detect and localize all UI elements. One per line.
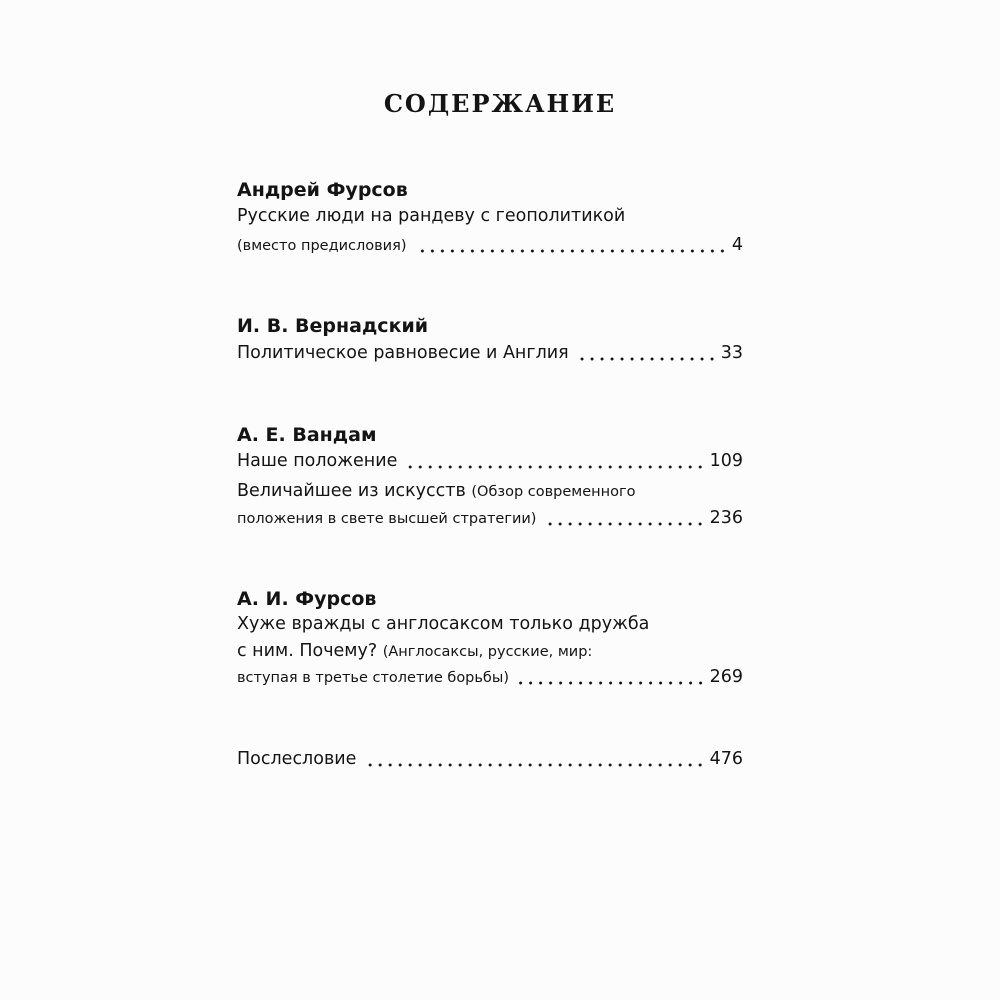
toc-entry-title-line — [237, 611, 743, 637]
entry-title-text: Послесловие — [237, 749, 357, 769]
dot-leader — [517, 681, 706, 685]
dot-leader — [544, 522, 705, 526]
section-author: Андрей Фурсов — [237, 179, 408, 201]
section-author: А. И. Фурсов — [237, 588, 377, 610]
entry-title-text: Хуже вражды с англосаксом только дружба — [237, 614, 650, 634]
entry-title-text: с ним. Почему? — [237, 641, 378, 661]
entry-title-note: (Англосаксы, русские, мир: — [382, 644, 593, 660]
page-number: 236 — [709, 508, 743, 528]
toc-entry[interactable] — [237, 448, 743, 474]
section-author: И. В. Вернадский — [237, 315, 429, 337]
entry-title-text: Наше положение — [237, 451, 398, 471]
page-number: 476 — [709, 749, 743, 769]
toc-entry-title-line — [237, 478, 743, 504]
page-number: 33 — [720, 343, 743, 363]
entry-title-note: (вместо предисловия) — [237, 238, 407, 254]
entry-title-text: Русские люди на рандеву с геополитикой — [237, 206, 626, 226]
toc-entry-title-line — [237, 638, 743, 664]
page-number: 109 — [709, 451, 743, 471]
dot-leader — [577, 357, 717, 361]
entry-title-note: (Обзор современного — [471, 484, 636, 500]
entry-title-note: положения в свете высшей стратегии) — [237, 511, 537, 527]
page-number: 4 — [731, 235, 743, 255]
section-author: А. Е. Вандам — [237, 424, 377, 446]
toc-entry-title-line — [237, 203, 743, 229]
dot-leader — [364, 763, 705, 767]
toc-entry[interactable] — [237, 340, 743, 366]
entry-title-text: Величайшее из искусств — [237, 481, 466, 501]
toc-entry[interactable] — [237, 664, 743, 690]
toc-entry[interactable] — [237, 746, 743, 772]
dot-leader — [405, 465, 705, 469]
toc-title: СОДЕРЖАНИЕ — [383, 89, 617, 118]
dot-leader — [414, 249, 727, 253]
entry-title-note: вступая в третье столетие борьбы) — [237, 670, 509, 686]
page-number: 269 — [709, 667, 743, 687]
toc-entry[interactable] — [237, 505, 743, 531]
entry-title-text: Политическое равновесие и Англия — [237, 343, 569, 363]
toc-entry[interactable] — [237, 232, 743, 258]
